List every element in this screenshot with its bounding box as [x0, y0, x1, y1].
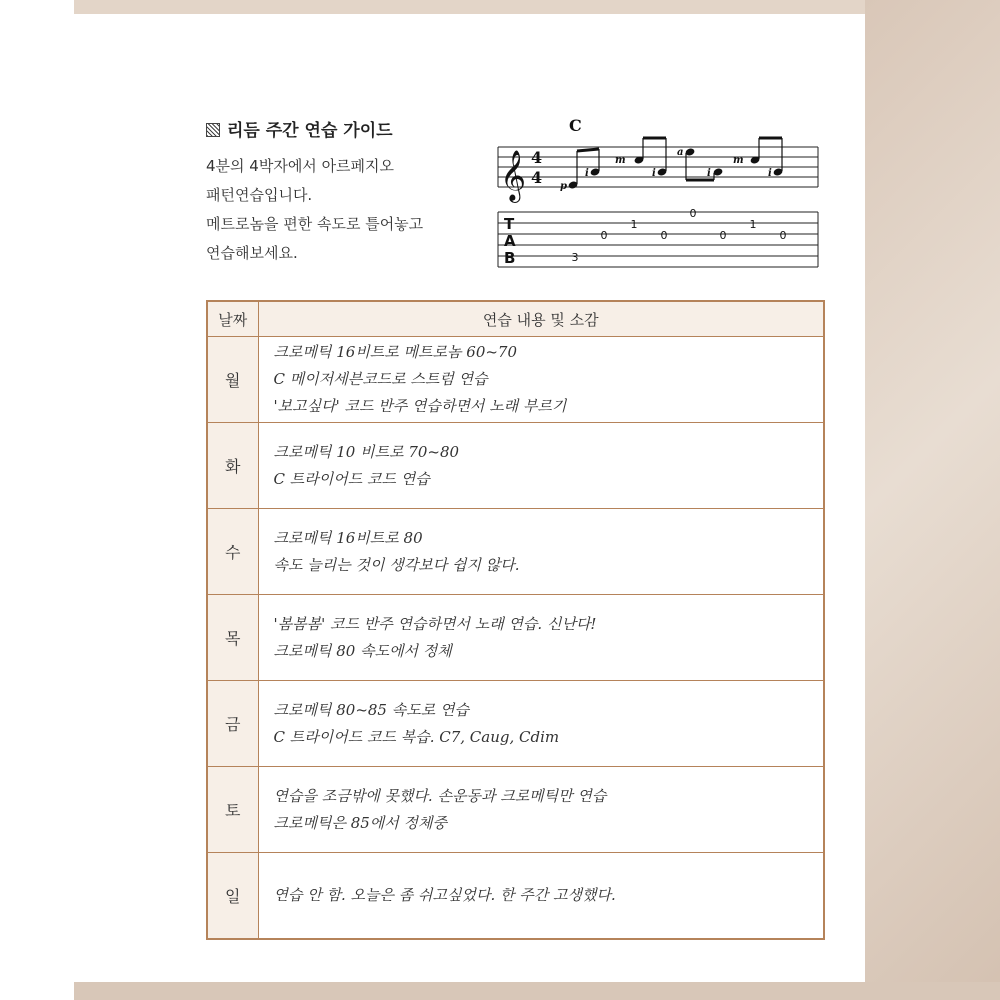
day-cell: 화 — [207, 423, 258, 509]
guide-text-line: 4분의 4박자에서 아르페지오 — [206, 157, 395, 175]
note-line: C 메이저세븐코드로 스트럼 연습 — [273, 370, 488, 388]
tab-label — [504, 215, 516, 267]
notes-cell — [258, 337, 824, 423]
guide-text-line: 메트로놈을 편한 속도로 틀어놓고 — [206, 215, 424, 233]
svg-text:0: 0 — [779, 229, 787, 242]
header-practice-notes: 연습 내용 및 소감 — [258, 301, 824, 337]
note-line: 연습을 조금밖에 못했다. 손운동과 크로메틱만 연습 — [273, 786, 607, 805]
time-signature — [531, 148, 542, 187]
svg-text:4: 4 — [531, 148, 543, 167]
note-line: C 트라이어드 코드 복습. C7, Caug, Cdim — [273, 727, 560, 746]
svg-text:0: 0 — [660, 229, 668, 242]
svg-text:0: 0 — [600, 229, 608, 242]
guide-title — [206, 116, 393, 141]
note-line: '봄봄봄' 코드 반주 연습하면서 노래 연습. 신난다! — [273, 614, 597, 633]
svg-text:3: 3 — [571, 251, 579, 264]
table-row — [207, 767, 824, 853]
arpeggio-score — [496, 110, 822, 270]
svg-text:m: m — [733, 155, 744, 166]
staff-lines — [498, 147, 818, 187]
svg-text:a: a — [677, 147, 684, 158]
svg-text:T: T — [504, 215, 515, 233]
day-cell: 금 — [207, 681, 258, 767]
guide-text-line: 패턴연습입니다. — [206, 186, 313, 204]
svg-text:p: p — [560, 181, 567, 192]
svg-text:i: i — [585, 168, 589, 179]
note-line: 크로메틱 80 속도에서 정체 — [273, 641, 452, 660]
svg-text:i: i — [707, 168, 711, 179]
notes-cell — [258, 595, 824, 681]
table-header-row — [207, 301, 824, 337]
table-row — [207, 509, 824, 595]
svg-text:4: 4 — [531, 168, 543, 187]
day-cell: 목 — [207, 595, 258, 681]
day-cell: 월 — [207, 337, 258, 423]
note-line: '보고싶다' 코드 반주 연습하면서 노래 부르기 — [273, 397, 567, 415]
background-right-panel — [865, 0, 1000, 1000]
note-line: 크로메틱 16비트로 80 — [273, 528, 423, 547]
day-cell: 일 — [207, 853, 258, 939]
notes-cell — [258, 509, 824, 595]
treble-clef-icon: 𝄞 — [500, 150, 527, 201]
notes-cell — [258, 853, 824, 939]
note-line: 크로메틱 80~85 속도로 연습 — [273, 700, 469, 719]
tab-lines — [498, 212, 818, 267]
table-row — [207, 337, 824, 423]
table-row — [207, 681, 824, 767]
table-row — [207, 853, 824, 939]
background-bottom-band — [74, 982, 1000, 1000]
svg-text:0: 0 — [689, 207, 697, 220]
note-line: 크로메틱 16비트로 메트로놈 60~70 — [273, 343, 518, 361]
guide-title-text: 리듬 주간 연습 가이드 — [227, 121, 393, 141]
table-row — [207, 595, 824, 681]
guide-text-line: 연습해보세요. — [206, 244, 298, 262]
chord-name: C — [569, 116, 582, 135]
tab-numbers — [572, 207, 787, 264]
square-bullet-icon — [206, 123, 220, 137]
weekly-practice-table — [206, 300, 825, 940]
svg-text:0: 0 — [719, 229, 727, 242]
svg-text:1: 1 — [630, 218, 638, 231]
day-cell: 수 — [207, 509, 258, 595]
note-line: 크로메틱은 85에서 정체중 — [273, 813, 448, 832]
table-row — [207, 423, 824, 509]
note-line: 크로메틱 10 비트로 70~80 — [273, 442, 460, 461]
note-line: 속도 늘리는 것이 생각보다 쉽지 않다. — [273, 555, 520, 574]
notes — [568, 147, 784, 189]
svg-text:i: i — [652, 168, 656, 179]
svg-text:B: B — [504, 249, 516, 267]
notes-cell — [258, 423, 824, 509]
svg-text:A: A — [504, 232, 516, 250]
svg-text:1: 1 — [749, 218, 757, 231]
note-line: 연습 안 함. 오늘은 좀 쉬고싶었다. 한 주간 고생했다. — [273, 885, 616, 904]
notes-cell — [258, 767, 824, 853]
header-date: 날짜 — [207, 301, 258, 337]
background-top-band — [74, 0, 1000, 14]
day-cell: 토 — [207, 767, 258, 853]
svg-text:m: m — [615, 155, 626, 166]
note-line: C 트라이어드 코드 연습 — [273, 469, 430, 488]
svg-text:i: i — [768, 168, 772, 179]
notes-cell — [258, 681, 824, 767]
